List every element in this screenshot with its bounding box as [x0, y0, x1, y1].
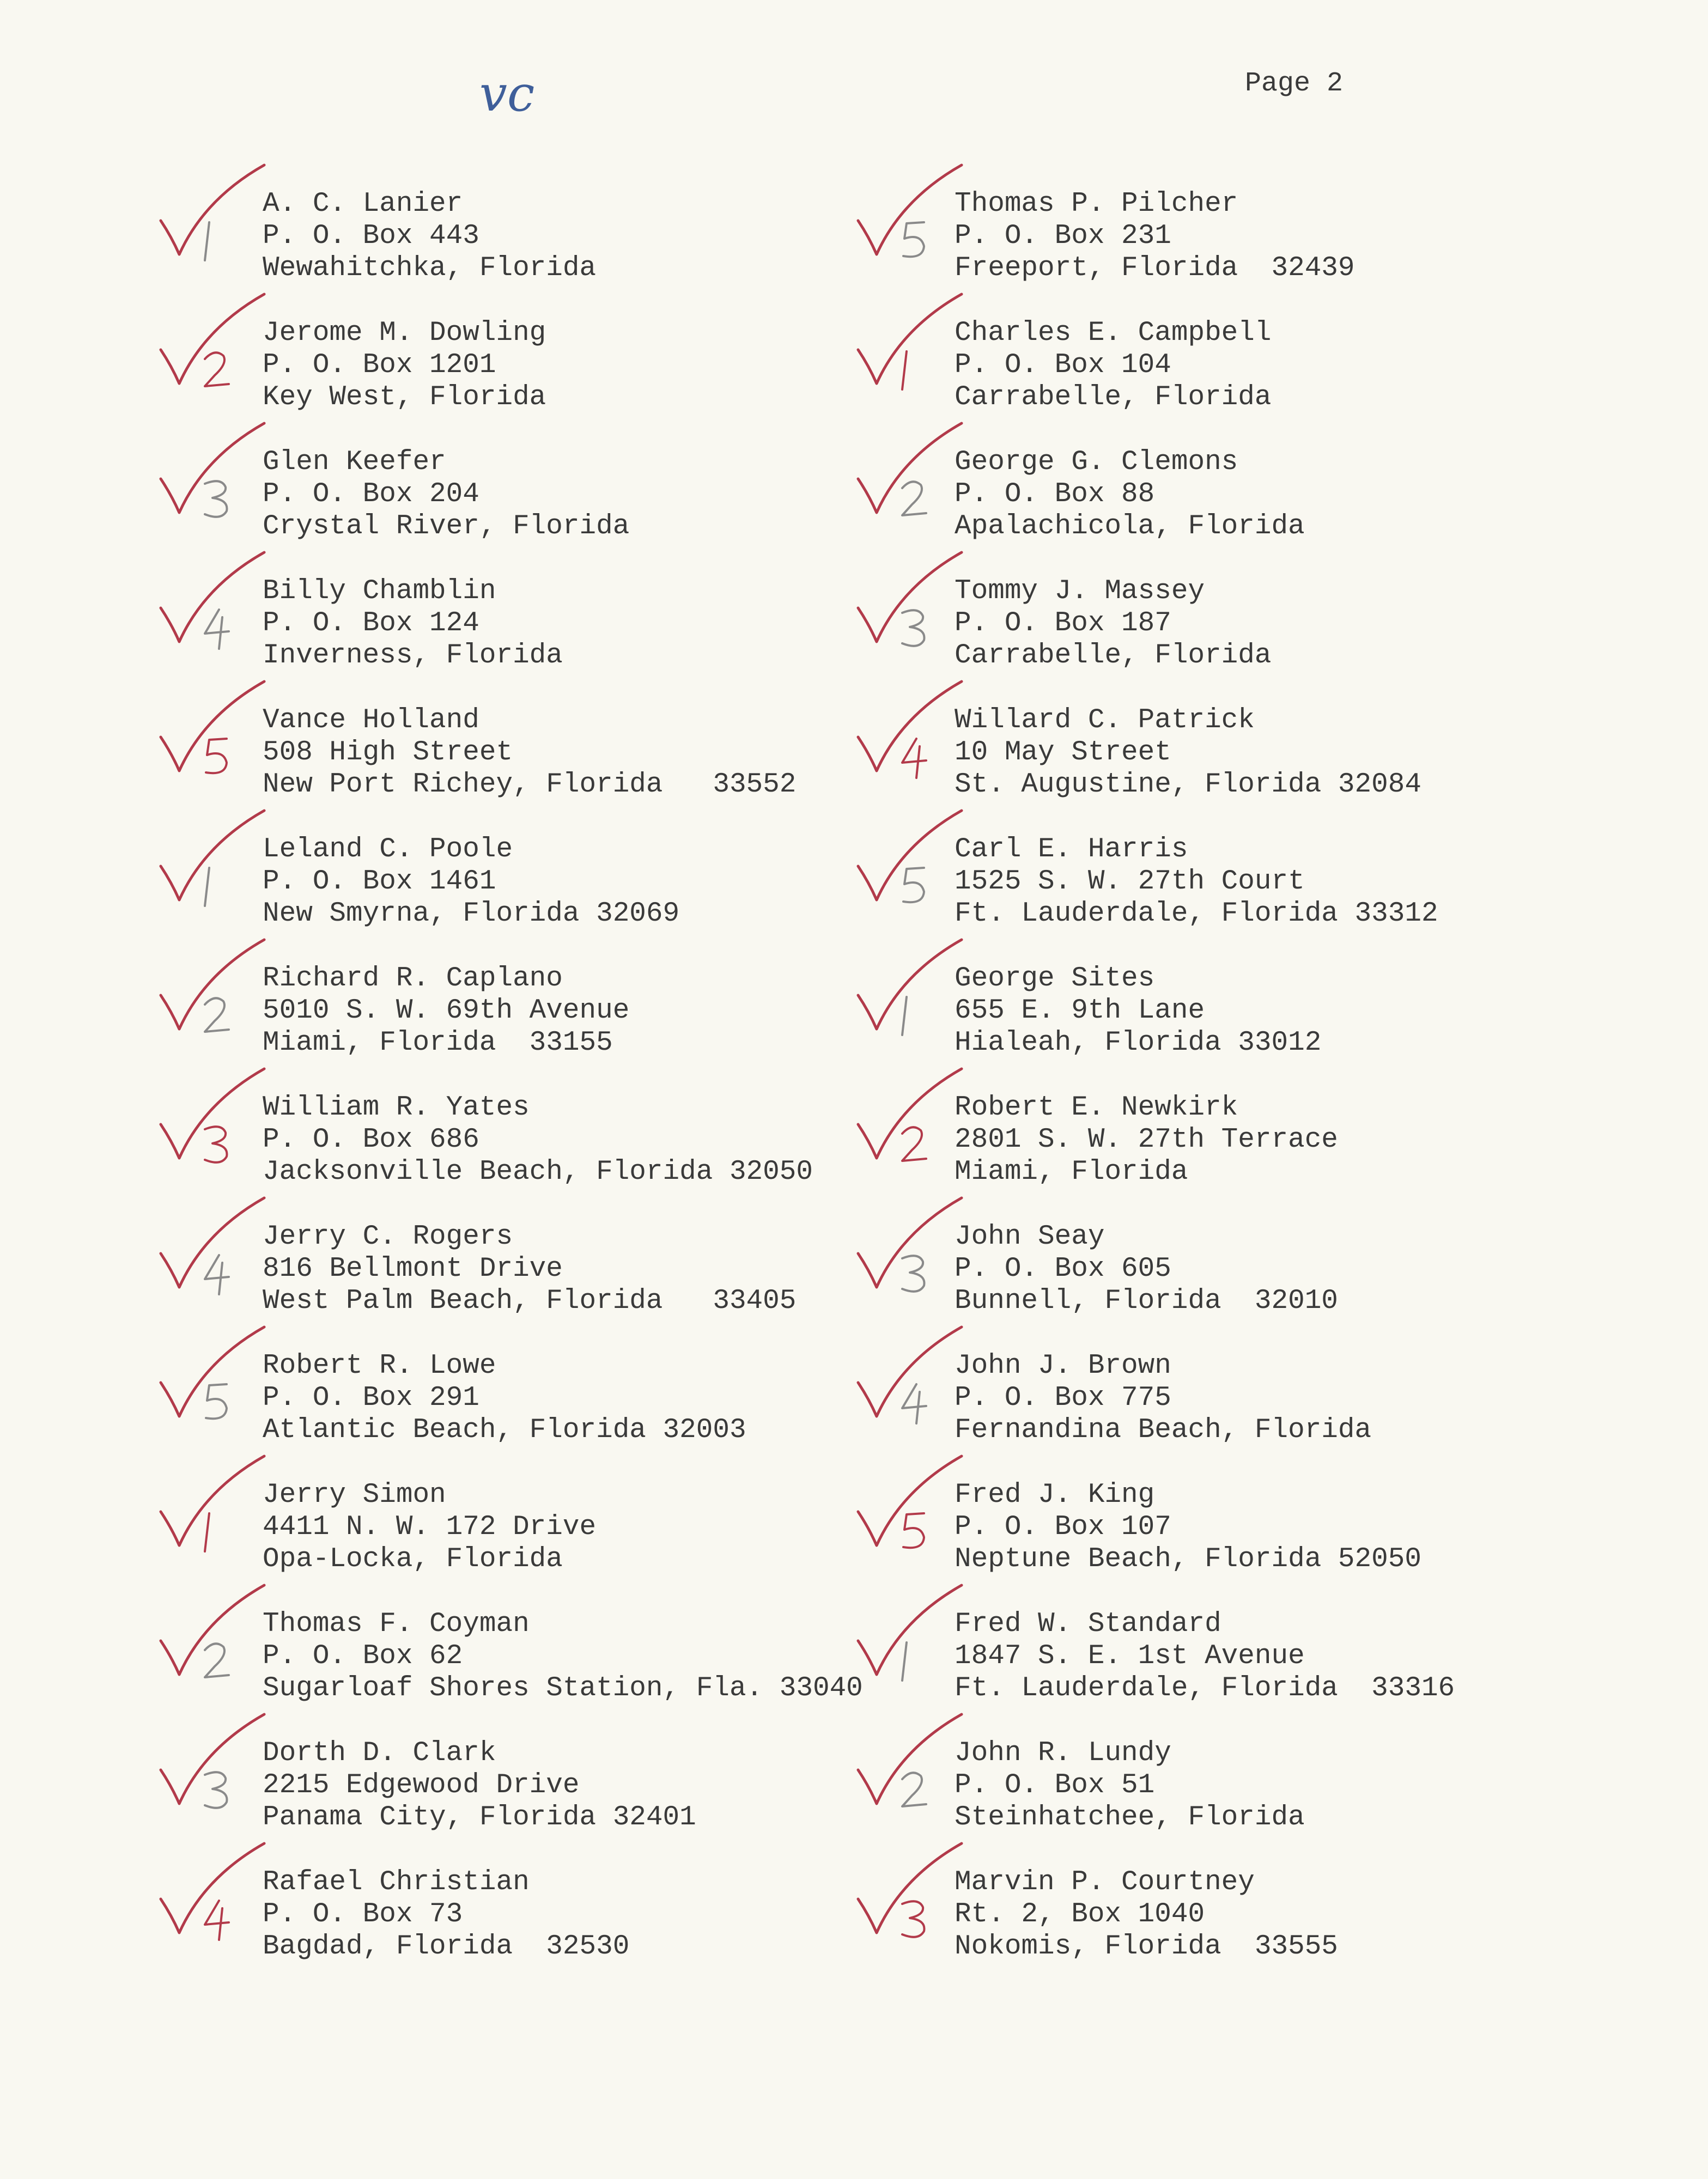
entry-name: Jerry Simon — [263, 1480, 446, 1511]
tally-digit-icon — [899, 1509, 932, 1558]
entry-name: George G. Clemons — [955, 447, 1238, 478]
address-entry — [955, 1350, 1581, 1446]
address-entry — [955, 1221, 1581, 1317]
entry-name: Fred J. King — [955, 1480, 1155, 1511]
tally-digit-icon — [202, 347, 234, 396]
entry-address-line: P. O. Box 107 — [955, 1512, 1171, 1543]
entry-address-line: P. O. Box 686 — [263, 1124, 479, 1155]
address-entry — [263, 317, 889, 413]
tally-digit-icon — [899, 1896, 932, 1945]
entry-city-line: Inverness, Florida — [263, 640, 563, 671]
entry-city-line: Jacksonville Beach, Florida 32050 — [263, 1157, 813, 1188]
tally-digit-icon — [202, 1767, 234, 1816]
tally-digit-icon — [202, 605, 234, 654]
entry-address-line: 816 Bellmont Drive — [263, 1253, 563, 1285]
entry-city-line: Sugarloaf Shores Station, Fla. 33040 — [263, 1673, 863, 1704]
entry-city-line: Miami, Florida 33155 — [263, 1027, 613, 1058]
entry-name: Rafael Christian — [263, 1867, 530, 1898]
entry-name: George Sites — [955, 963, 1155, 994]
tally-digit-icon — [202, 993, 234, 1042]
entry-name: Thomas P. Pilcher — [955, 188, 1238, 220]
tally-digit-icon — [202, 734, 234, 783]
entry-address-line: P. O. Box 231 — [955, 221, 1171, 252]
tally-digit-icon — [899, 218, 932, 267]
entry-address-line: P. O. Box 88 — [955, 479, 1155, 510]
tally-digit-icon — [899, 993, 932, 1042]
tally-digit-icon — [202, 1380, 234, 1429]
page-number: Page 2 — [1245, 68, 1344, 99]
entry-city-line: Key West, Florida — [263, 382, 546, 413]
entry-address-line: 508 High Street — [263, 737, 513, 768]
address-entry — [955, 188, 1581, 284]
entry-city-line: Opa-Locka, Florida — [263, 1544, 563, 1575]
entry-city-line: Carrabelle, Florida — [955, 382, 1272, 413]
address-entry — [955, 1737, 1581, 1834]
entry-city-line: Bagdad, Florida 32530 — [263, 1931, 630, 1962]
entry-city-line: Fernandina Beach, Florida — [955, 1415, 1372, 1446]
entry-city-line: Ft. Lauderdale, Florida 33316 — [955, 1673, 1455, 1704]
address-entry — [955, 1866, 1581, 1963]
address-entry — [263, 1350, 889, 1446]
entry-city-line: Freeport, Florida 32439 — [955, 253, 1355, 284]
entry-name: Billy Chamblin — [263, 576, 496, 607]
tally-digit-icon — [899, 1767, 932, 1816]
tally-digit-icon — [202, 1251, 234, 1300]
entry-address-line: 2801 S. W. 27th Terrace — [955, 1124, 1338, 1155]
address-entry — [955, 1608, 1581, 1705]
entry-name: Robert R. Lowe — [263, 1350, 496, 1381]
entry-name: Glen Keefer — [263, 447, 446, 478]
tally-digit-icon — [899, 1122, 932, 1171]
address-entry — [955, 704, 1581, 801]
tally-digit-icon — [899, 863, 932, 912]
address-entry — [263, 575, 889, 672]
address-entry — [955, 963, 1581, 1059]
entry-city-line: Carrabelle, Florida — [955, 640, 1272, 671]
entry-city-line: New Port Richey, Florida 33552 — [263, 769, 797, 800]
entry-name: Dorth D. Clark — [263, 1738, 496, 1769]
entry-address-line: 655 E. 9th Lane — [955, 995, 1205, 1026]
entry-name: Marvin P. Courtney — [955, 1867, 1255, 1898]
tally-digit-icon — [899, 734, 932, 783]
entry-city-line: Wewahitchka, Florida — [263, 253, 597, 284]
handwritten-initials: vc — [479, 65, 535, 123]
entry-city-line: New Smyrna, Florida 32069 — [263, 898, 680, 929]
entry-name: Vance Holland — [263, 705, 479, 736]
entry-name: Jerome M. Dowling — [263, 318, 546, 349]
tally-digit-icon — [202, 1638, 234, 1687]
tally-digit-icon — [899, 1638, 932, 1687]
entry-name: Carl E. Harris — [955, 834, 1188, 865]
entry-name: William R. Yates — [263, 1092, 530, 1123]
entry-name: Jerry C. Rogers — [263, 1221, 513, 1252]
entry-city-line: Panama City, Florida 32401 — [263, 1802, 696, 1833]
address-entry — [263, 1866, 889, 1963]
entry-address-line: P. O. Box 605 — [955, 1253, 1171, 1285]
entry-name: John Seay — [955, 1221, 1105, 1252]
entry-address-line: 4411 N. W. 172 Drive — [263, 1512, 597, 1543]
entry-city-line: Apalachicola, Florida — [955, 511, 1305, 542]
entry-address-line: P. O. Box 187 — [955, 608, 1171, 639]
entry-city-line: Atlantic Beach, Florida 32003 — [263, 1415, 746, 1446]
address-entry — [955, 1479, 1581, 1575]
address-entry — [955, 446, 1581, 543]
address-entry — [263, 963, 889, 1059]
address-entry — [955, 833, 1581, 930]
entry-address-line: 5010 S. W. 69th Avenue — [263, 995, 630, 1026]
entry-city-line: St. Augustine, Florida 32084 — [955, 769, 1421, 800]
tally-digit-icon — [899, 1251, 932, 1300]
address-entry — [263, 833, 889, 930]
entry-city-line: Miami, Florida — [955, 1157, 1188, 1188]
entry-address-line: Rt. 2, Box 1040 — [955, 1899, 1205, 1930]
entry-name: Fred W. Standard — [955, 1609, 1221, 1640]
entry-name: Tommy J. Massey — [955, 576, 1205, 607]
tally-digit-icon — [202, 1896, 234, 1945]
entry-city-line: Bunnell, Florida 32010 — [955, 1286, 1338, 1317]
tally-digit-icon — [899, 1380, 932, 1429]
entry-city-line: Neptune Beach, Florida 52050 — [955, 1544, 1421, 1575]
entry-name: John J. Brown — [955, 1350, 1171, 1381]
entry-address-line: P. O. Box 104 — [955, 350, 1171, 381]
address-entry — [263, 1092, 889, 1188]
entry-city-line: Hialeah, Florida 33012 — [955, 1027, 1322, 1058]
entry-address-line: 1525 S. W. 27th Court — [955, 866, 1305, 897]
entry-address-line: P. O. Box 291 — [263, 1383, 479, 1414]
tally-digit-icon — [899, 476, 932, 525]
tally-digit-icon — [202, 1122, 234, 1171]
entry-address-line: P. O. Box 62 — [263, 1641, 463, 1672]
entry-city-line: Ft. Lauderdale, Florida 33312 — [955, 898, 1438, 929]
tally-digit-icon — [899, 605, 932, 654]
tally-digit-icon — [899, 347, 932, 396]
entry-address-line: 2215 Edgewood Drive — [263, 1770, 580, 1801]
address-entry — [263, 1221, 889, 1317]
address-entry — [955, 1092, 1581, 1188]
entry-name: Charles E. Campbell — [955, 318, 1272, 349]
entry-city-line: West Palm Beach, Florida 33405 — [263, 1286, 797, 1317]
entry-name: Richard R. Caplano — [263, 963, 563, 994]
entry-address-line: 10 May Street — [955, 737, 1171, 768]
entry-city-line: Steinhatchee, Florida — [955, 1802, 1305, 1833]
entry-address-line: 1847 S. E. 1st Avenue — [955, 1641, 1305, 1672]
entry-address-line: P. O. Box 1201 — [263, 350, 496, 381]
tally-digit-icon — [202, 476, 234, 525]
entry-address-line: P. O. Box 443 — [263, 221, 479, 252]
address-entry — [955, 575, 1581, 672]
entry-address-line: P. O. Box 775 — [955, 1383, 1171, 1414]
entry-address-line: P. O. Box 51 — [955, 1770, 1155, 1801]
address-entry — [263, 1737, 889, 1834]
tally-digit-icon — [202, 863, 234, 912]
address-entry — [263, 704, 889, 801]
address-entry — [263, 1479, 889, 1575]
entry-name: Robert E. Newkirk — [955, 1092, 1238, 1123]
entry-name: Thomas F. Coyman — [263, 1609, 530, 1640]
entry-city-line: Nokomis, Florida 33555 — [955, 1931, 1338, 1962]
entry-address-line: P. O. Box 204 — [263, 479, 479, 510]
address-entry — [955, 317, 1581, 413]
address-entry — [263, 188, 889, 284]
tally-digit-icon — [202, 218, 234, 267]
tally-digit-icon — [202, 1509, 234, 1558]
address-entry — [263, 446, 889, 543]
entry-address-line: P. O. Box 73 — [263, 1899, 463, 1930]
address-entry — [263, 1608, 889, 1705]
entry-name: Leland C. Poole — [263, 834, 513, 865]
entry-name: John R. Lundy — [955, 1738, 1171, 1769]
entry-city-line: Crystal River, Florida — [263, 511, 630, 542]
entry-address-line: P. O. Box 124 — [263, 608, 479, 639]
entry-address-line: P. O. Box 1461 — [263, 866, 496, 897]
entry-name: A. C. Lanier — [263, 188, 463, 220]
entry-name: Willard C. Patrick — [955, 705, 1255, 736]
